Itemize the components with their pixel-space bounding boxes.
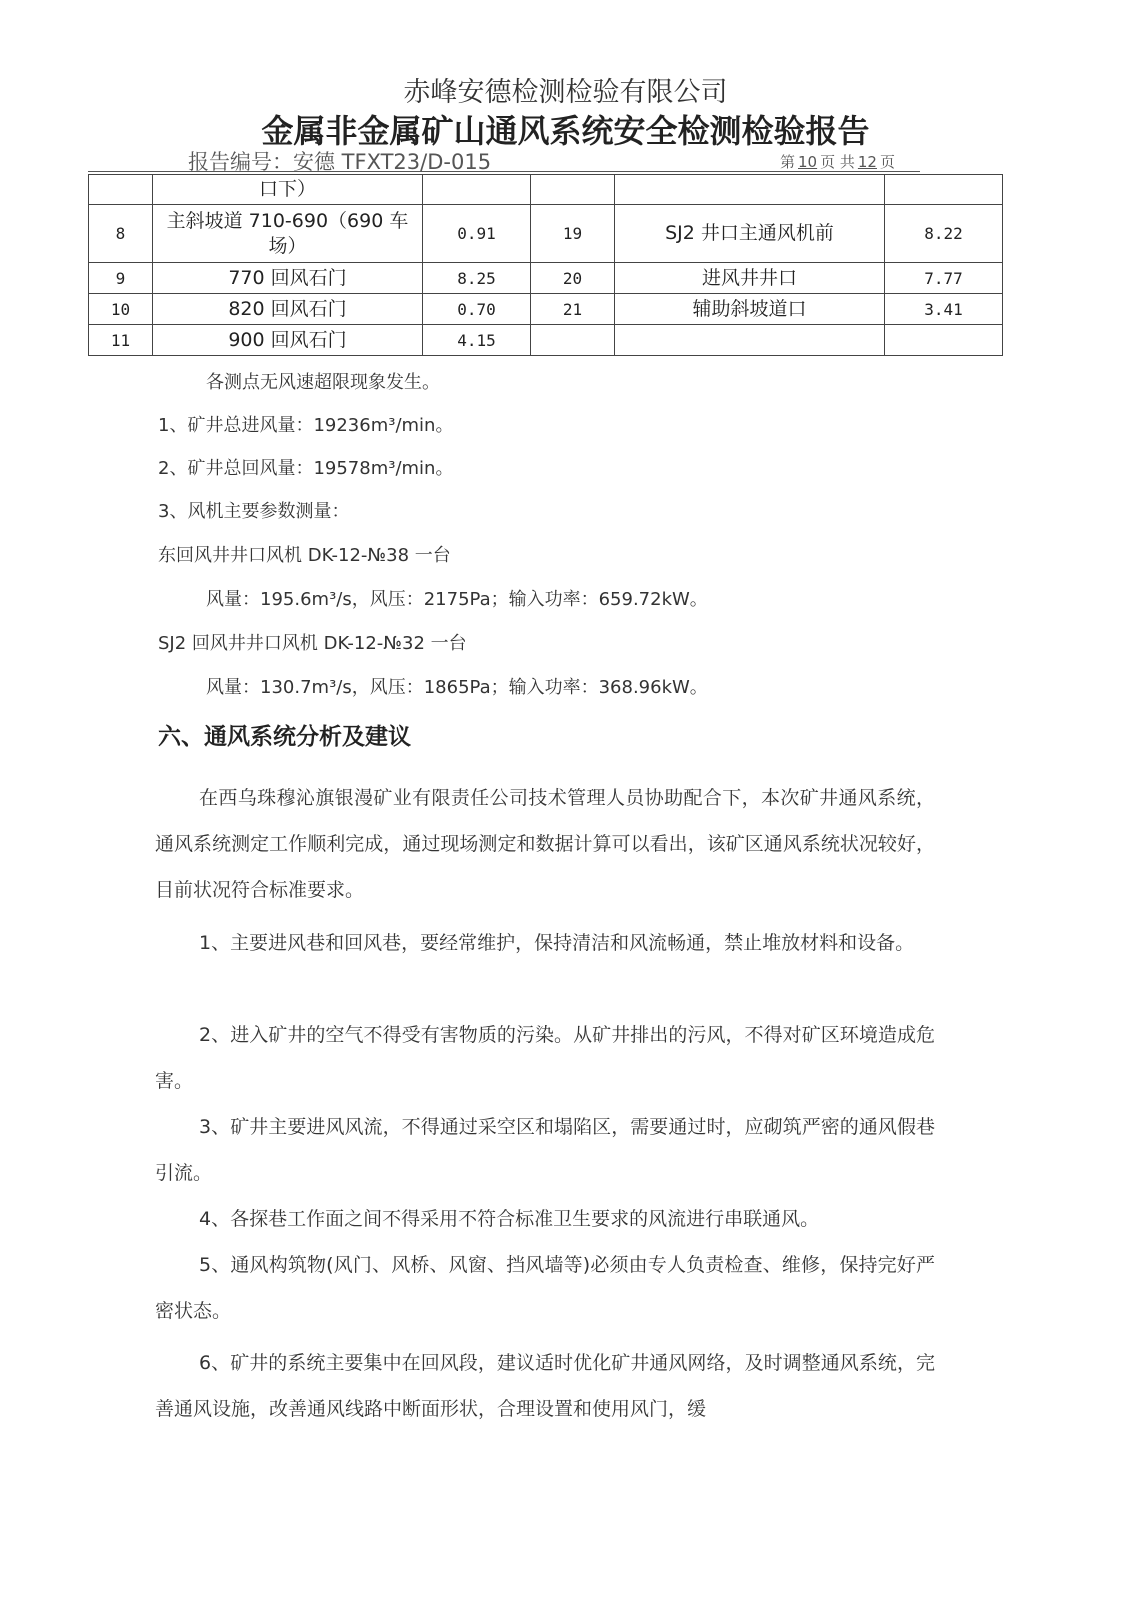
table-cell: 口下）	[153, 175, 423, 205]
table-cell: 770 回风石门	[153, 263, 423, 294]
table-cell	[885, 175, 1003, 205]
suggestion-4: 4、各探巷工作面之间不得采用不符合标准卫生要求的风流进行串联通风。	[199, 1208, 820, 1230]
table-cell: 19	[531, 205, 615, 263]
report-title: 金属非金属矿山通风系统安全检测检验报告	[261, 112, 870, 150]
table-row	[89, 263, 1003, 294]
page-number	[780, 151, 895, 172]
page-current: 10	[798, 153, 818, 171]
company-name: 赤峰安德检测检验有限公司	[403, 77, 728, 108]
suggestion-5: 5、通风构筑物(风门、风桥、风窗、挡风墙等)必须由专人负责检查、维修，保持完好严密状态。	[155, 1254, 935, 1322]
suggestion-1: 1、主要进风巷和回风巷，要经常维护，保持清洁和风流畅通，禁止堆放材料和设备。	[199, 932, 915, 954]
no-exceed-note: 各测点无风速超限现象发生。	[206, 372, 440, 393]
table-cell: 820 回风石门	[153, 294, 423, 325]
header-rule	[88, 171, 920, 172]
table-cell: 9	[89, 263, 153, 294]
table-cell: 3.41	[885, 294, 1003, 325]
table-cell	[531, 325, 615, 356]
table-cell: 11	[89, 325, 153, 356]
table-cell: 进风井井口	[615, 263, 885, 294]
table-cell: 4.15	[423, 325, 531, 356]
page-mid: 页 共	[820, 153, 855, 171]
total-intake-air: 1、矿井总进风量：19236m³/min。	[158, 415, 454, 436]
table-cell	[423, 175, 531, 205]
suggestion-2: 2、进入矿井的空气不得受有害物质的污染。从矿井排出的污风，不得对矿区环境造成危害。	[155, 1024, 935, 1092]
fan2-name: SJ2 回风井井口风机 DK-12-№32 一台	[158, 633, 467, 654]
table-cell: 0.70	[423, 294, 531, 325]
table-cell: 8.25	[423, 263, 531, 294]
table-row	[89, 325, 1003, 356]
table-cell	[615, 175, 885, 205]
total-return-air: 2、矿井总回风量：19578m³/min。	[158, 458, 454, 479]
table-cell: 10	[89, 294, 153, 325]
table-cell	[89, 175, 153, 205]
table-cell: 8	[89, 205, 153, 263]
fan1-name: 东回风井井口风机 DK-12-№38 一台	[158, 545, 451, 566]
table-cell: 20	[531, 263, 615, 294]
section-title: 六、通风系统分析及建议	[158, 724, 411, 750]
table-cell	[885, 325, 1003, 356]
wind-speed-table	[88, 174, 1003, 356]
fan-params-heading: 3、风机主要参数测量：	[158, 501, 350, 522]
fan2-params: 风量：130.7m³/s，风压：1865Pa；输入功率：368.96kW。	[206, 677, 708, 698]
table-cell: 主斜坡道 710-690（690 车场）	[153, 205, 423, 263]
table-cell: 辅助斜坡道口	[615, 294, 885, 325]
table-cell: 900 回风石门	[153, 325, 423, 356]
page-prefix: 第	[780, 153, 796, 171]
table-row	[89, 205, 1003, 263]
table-row	[89, 294, 1003, 325]
suggestion-6: 6、矿井的系统主要集中在回风段，建议适时优化矿井通风网络，及时调整通风系统，完善通风设施，改善通风线路中断面形状，合理设置和使用风门，缓	[155, 1352, 935, 1420]
report-number: 报告编号：安德 TFXT23/D-015	[188, 150, 492, 174]
suggestion-3: 3、矿井主要进风风流，不得通过采空区和塌陷区，需要通过时，应砌筑严密的通风假巷引流。	[155, 1116, 935, 1184]
analysis-paragraph: 在西乌珠穆沁旗银漫矿业有限责任公司技术管理人员协助配合下，本次矿井通风系统，通风系统测定工作顺利完成，通过现场测定和数据计算可以看出，该矿区通风系统状况较好，目前状况符合标准要求。	[155, 787, 935, 901]
page-suffix: 页	[879, 153, 895, 171]
page-total: 12	[857, 153, 877, 171]
table-cell	[531, 175, 615, 205]
table-cell: 21	[531, 294, 615, 325]
table-cell: SJ2 井口主通风机前	[615, 205, 885, 263]
table-cell: 0.91	[423, 205, 531, 263]
fan1-params: 风量：195.6m³/s，风压：2175Pa；输入功率：659.72kW。	[206, 589, 708, 610]
table-cell	[615, 325, 885, 356]
table-cell: 7.77	[885, 263, 1003, 294]
table-row	[89, 175, 1003, 205]
table-cell: 8.22	[885, 205, 1003, 263]
